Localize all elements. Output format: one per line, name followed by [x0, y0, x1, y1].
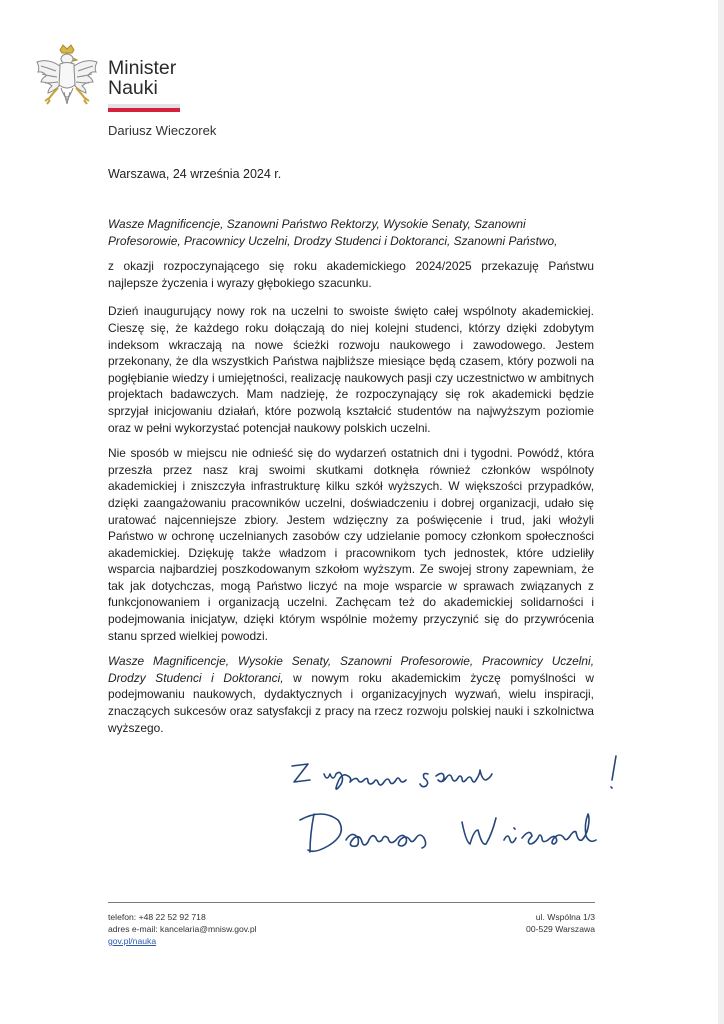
footer-address	[420, 911, 595, 935]
letter-greeting: Wasze Magnificencje, Szanowni Państwo Rektorzy, Wysokie Senaty, Szanowni Profesorowie, Pracownicy Uczelni, Drodzy Studenci i Doktoranci, Szanowni Państwo,	[108, 217, 558, 248]
footer-postcode-city: 00-529 Warszawa	[526, 924, 595, 934]
letter-final-paragraph	[108, 653, 594, 736]
minister-name: Dariusz Wieczorek	[108, 123, 217, 138]
footer-email: adres e-mail: kancelaria@mnisw.gov.pl	[108, 924, 257, 934]
handwritten-signature	[292, 800, 632, 870]
letter-paragraph-2: Nie sposób w miejscu nie odnieść się do wydarzeń ostatnich dni i tygodni. Powódź, która przeszła przez nasz kraj swoimi skutkami dotknęła również członków wspólnoty akademickiej i zniszczyła infrastrukturę kilku szkół wyższych. W większości przypadków, dzięki zaangażowaniu pracowników uczelni, doświadczeniu i dobrej organizacji, udało się uratować najcenniejsze zbiory. Jestem wdzięczny za poświęcenie i trud, jaki włożyli Państwo w ochronę uczelnianych zasobów czy udzielanie pomocy członkom społeczności akademickiej. Dziękuję także władzom i pracownikom tych jednostek, które udzieliły wsparcia najbardziej poszkodowanym szkołom wyższym. Ze swojej strony zapewniam, że tak jak dotychczas, mogą Państwo liczyć na moje wsparcie w sprawach związanych z funkcjonowaniem i organizacją uczelni. Zachęcam też do akademickiej solidarności i podejmowania inicjatyw, dzięki którym wspólnie możemy przyczynić się do przywrócenia stanu sprzed wielkiej powodzi.	[108, 446, 594, 643]
letter-date: Warszawa, 24 września 2024 r.	[108, 167, 282, 181]
letter-paragraph-1: Dzień inaugurujący nowy rok na uczelni to swoiste święto całej wspólnoty akademickiej. Cieszę się, że każdego roku dołączają do niej kolejni studenci, którzy dzięki zdobytym indeksom wkraczają na nowe ścieżki rozwoju naukowego i zawodowego. Jestem przekonany, że dla wszystkich Państwa najbliższe miesiące będą czasem, który pozwoli na pogłębianie wiedzy i umiejętności, realizację naukowych pasji czy uczestnictwo w ambitnych projektach badawczych. Mam nadzieję, że rozpoczynający się rok akademicki będzie sprzyjał inicjowaniu działań, które pozwolą kształcić studentów na najwyższym poziomie oraz w pełni wykorzystać potencjał naukowy polskich uczelni.	[108, 304, 594, 435]
letter-final-address: Wasze Magnificencje, Wysokie Senaty, Szanowni Profesorowie, Pracownicy Uczelni, Drodzy Studenci i Doktoranci,	[108, 654, 594, 685]
flag-red-stripe	[108, 108, 180, 112]
handwritten-closing	[286, 752, 646, 792]
letter-final-wishes: w nowym roku akademickim życzę pomyślności w podejmowaniu naukowych, dydaktycznych i organizacyjnych wyzwań, wielu inspiracji, znaczących sukcesów oraz satysfakcji z pracy na rzecz rozwoju polskiej nauki i szkolnictwa wyższego.	[108, 670, 594, 735]
footer-contact	[108, 911, 257, 947]
polish-flag-stripe	[108, 104, 180, 112]
ministry-title-line1: Minister	[108, 57, 177, 79]
letter-intro: z okazji rozpoczynającego się roku akademickiego 2024/2025 przekazuję Państwu najlepsze życzenia i wyrazy głębokiego szacunku.	[108, 259, 594, 290]
page-edge-shadow	[718, 0, 724, 1024]
footer-street: ul. Wspólna 1/3	[535, 912, 595, 922]
footer-divider	[108, 902, 595, 903]
footer-phone: telefon: +48 22 52 92 718	[108, 912, 206, 922]
letter-body	[108, 216, 594, 745]
footer-website-link[interactable]: gov.pl/nauka	[108, 936, 157, 946]
polish-eagle-icon	[34, 44, 100, 116]
ministry-title-line2: Nauki	[108, 77, 158, 99]
ministry-title	[108, 58, 176, 98]
